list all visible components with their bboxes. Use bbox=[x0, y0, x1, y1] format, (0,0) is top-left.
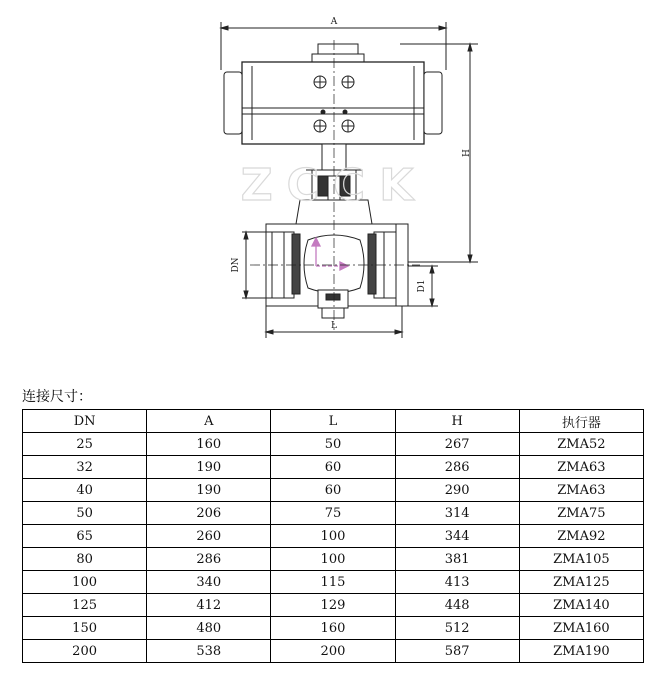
cell-actuator: ZMA75 bbox=[519, 502, 643, 525]
cell-a: 340 bbox=[147, 571, 271, 594]
col-header-actuator: 执行器 bbox=[519, 410, 643, 433]
cell-actuator: ZMA105 bbox=[519, 548, 643, 571]
table-row bbox=[23, 433, 644, 456]
watermark: ZCCK bbox=[240, 160, 428, 211]
dim-label-h: H bbox=[459, 149, 469, 157]
cell-a: 190 bbox=[147, 479, 271, 502]
cell-dn: 100 bbox=[23, 571, 147, 594]
cell-l: 75 bbox=[271, 502, 395, 525]
cell-l: 129 bbox=[271, 594, 395, 617]
cell-actuator: ZMA63 bbox=[519, 456, 643, 479]
cell-l: 60 bbox=[271, 479, 395, 502]
cell-dn: 50 bbox=[23, 502, 147, 525]
cell-dn: 125 bbox=[23, 594, 147, 617]
dim-label-a: A bbox=[330, 17, 338, 27]
dim-label-dn: DN bbox=[231, 257, 241, 273]
cell-a: 538 bbox=[147, 640, 271, 663]
col-header-l: L bbox=[271, 410, 395, 433]
cell-l: 160 bbox=[271, 617, 395, 640]
cell-dn: 80 bbox=[23, 548, 147, 571]
cell-dn: 40 bbox=[23, 479, 147, 502]
table-row bbox=[23, 479, 644, 502]
cell-h: 381 bbox=[395, 548, 519, 571]
cell-l: 100 bbox=[271, 525, 395, 548]
cell-a: 286 bbox=[147, 548, 271, 571]
cell-h: 267 bbox=[395, 433, 519, 456]
section-caption: 连接尺寸： bbox=[22, 389, 92, 405]
cell-a: 260 bbox=[147, 525, 271, 548]
cell-actuator: ZMA52 bbox=[519, 433, 643, 456]
cell-h: 344 bbox=[395, 525, 519, 548]
dim-label-d1: D1 bbox=[417, 279, 427, 293]
cell-actuator: ZMA63 bbox=[519, 479, 643, 502]
table-row bbox=[23, 525, 644, 548]
cell-h: 290 bbox=[395, 479, 519, 502]
cell-h: 448 bbox=[395, 594, 519, 617]
cell-h: 413 bbox=[395, 571, 519, 594]
cell-dn: 25 bbox=[23, 433, 147, 456]
cell-a: 206 bbox=[147, 502, 271, 525]
cell-actuator: ZMA160 bbox=[519, 617, 643, 640]
cell-a: 480 bbox=[147, 617, 271, 640]
col-header-dn: DN bbox=[23, 410, 147, 433]
cell-h: 314 bbox=[395, 502, 519, 525]
cell-h: 587 bbox=[395, 640, 519, 663]
table-header-row bbox=[23, 410, 644, 433]
table-row bbox=[23, 502, 644, 525]
cell-l: 100 bbox=[271, 548, 395, 571]
cell-h: 512 bbox=[395, 617, 519, 640]
cell-actuator: ZMA92 bbox=[519, 525, 643, 548]
cell-dn: 32 bbox=[23, 456, 147, 479]
cell-dn: 65 bbox=[23, 525, 147, 548]
cell-a: 190 bbox=[147, 456, 271, 479]
col-header-h: H bbox=[395, 410, 519, 433]
cell-a: 160 bbox=[147, 433, 271, 456]
cell-dn: 150 bbox=[23, 617, 147, 640]
table-row bbox=[23, 640, 644, 663]
dim-label-l: L bbox=[331, 321, 337, 331]
dimensions-table bbox=[22, 409, 644, 663]
cell-l: 115 bbox=[271, 571, 395, 594]
table-row bbox=[23, 456, 644, 479]
cell-l: 200 bbox=[271, 640, 395, 663]
cell-h: 286 bbox=[395, 456, 519, 479]
col-header-a: A bbox=[147, 410, 271, 433]
cell-actuator: ZMA140 bbox=[519, 594, 643, 617]
cell-l: 60 bbox=[271, 456, 395, 479]
table-row bbox=[23, 617, 644, 640]
cell-l: 50 bbox=[271, 433, 395, 456]
table-row bbox=[23, 571, 644, 594]
table-row bbox=[23, 594, 644, 617]
cell-actuator: ZMA125 bbox=[519, 571, 643, 594]
table-row bbox=[23, 548, 644, 571]
cell-dn: 200 bbox=[23, 640, 147, 663]
cell-actuator: ZMA190 bbox=[519, 640, 643, 663]
cell-a: 412 bbox=[147, 594, 271, 617]
